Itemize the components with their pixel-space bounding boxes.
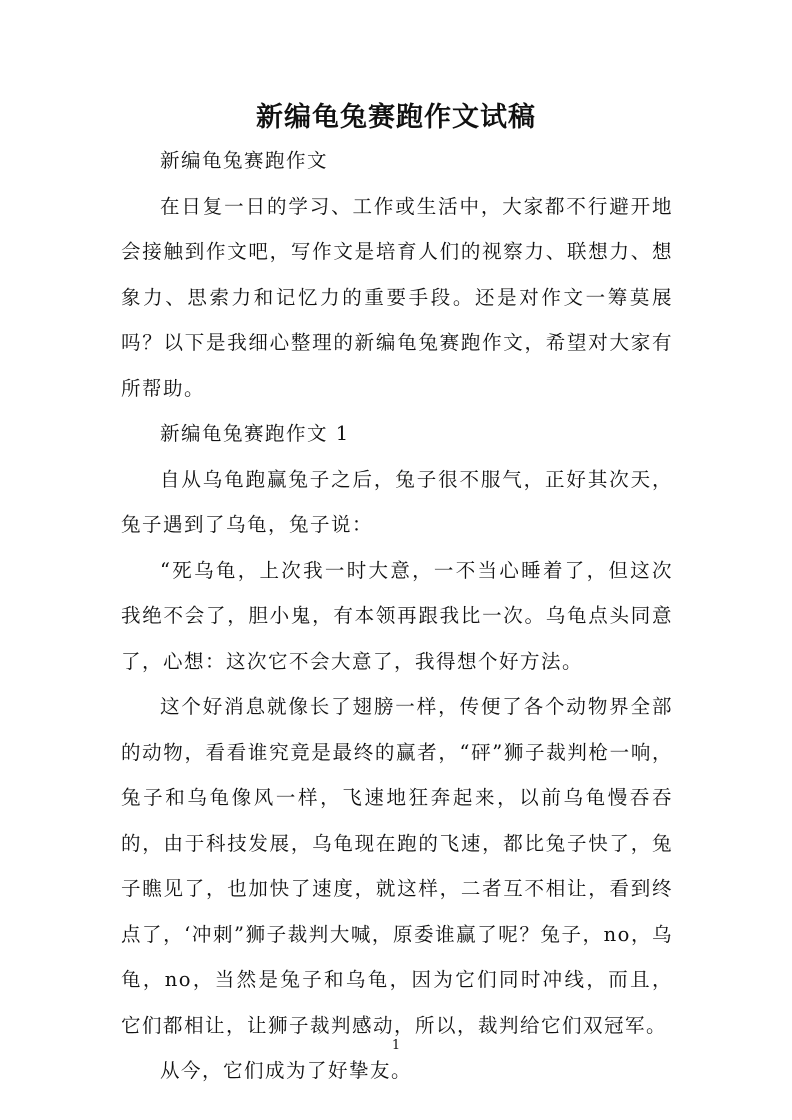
story-paragraph-4: 从今，它们成为了好挚友。 — [160, 1059, 413, 1082]
subtitle-paragraph: 新编龟兔赛跑作文 — [160, 149, 329, 172]
section-heading: 新编龟兔赛跑作文 1 — [160, 422, 350, 445]
page-number: 1 — [391, 1038, 401, 1053]
story-paragraph-3: 这个好消息就像长了翅膀一样，传便了各个动物界全部的动物，看看谁究竟是最终的赢者，“砰”狮子裁判枪一响，兔子和乌龟像风一样，飞速地狂奔起来，以前乌龟慢吞吞的，由于科技发展，乌龟现在跑的飞速，都比兔子快了，兔子瞧见了，也加快了速度，就这样，二者互不相让，看到终点了，‘冲刺”狮子裁判大喊，原委谁赢了呢？兔子，no，乌龟，no，当然是兔子和乌龟，因为它们同时冲线，而且，它们都相让，让狮子裁判感动，所以，裁判给它们双冠军。 — [121, 695, 673, 1037]
story-paragraph-1: 自从乌龟跑赢兔子之后，兔子很不服气，正好其次天，兔子遇到了乌龟，兔子说： — [121, 467, 673, 536]
story-paragraph-2: “死乌龟，上次我一时大意，一不当心睡着了，但这次我绝不会了，胆小鬼，有本领再跟我比一次。乌龟点头同意了，心想：这次它不会大意了，我得想个好方法。 — [121, 558, 673, 673]
document-body — [121, 138, 673, 1094]
intro-paragraph: 在日复一日的学习、工作或生活中，大家都不行避开地会接触到作文吧，写作文是培育人们的视察力、联想力、想象力、思索力和记忆力的重要手段。还是对作文一筹莫展吗？以下是我细心整理的新编龟兔赛跑作文，希望对大家有所帮助。 — [121, 194, 673, 400]
document-title: 新编龟兔赛跑作文试稿 — [256, 102, 536, 133]
